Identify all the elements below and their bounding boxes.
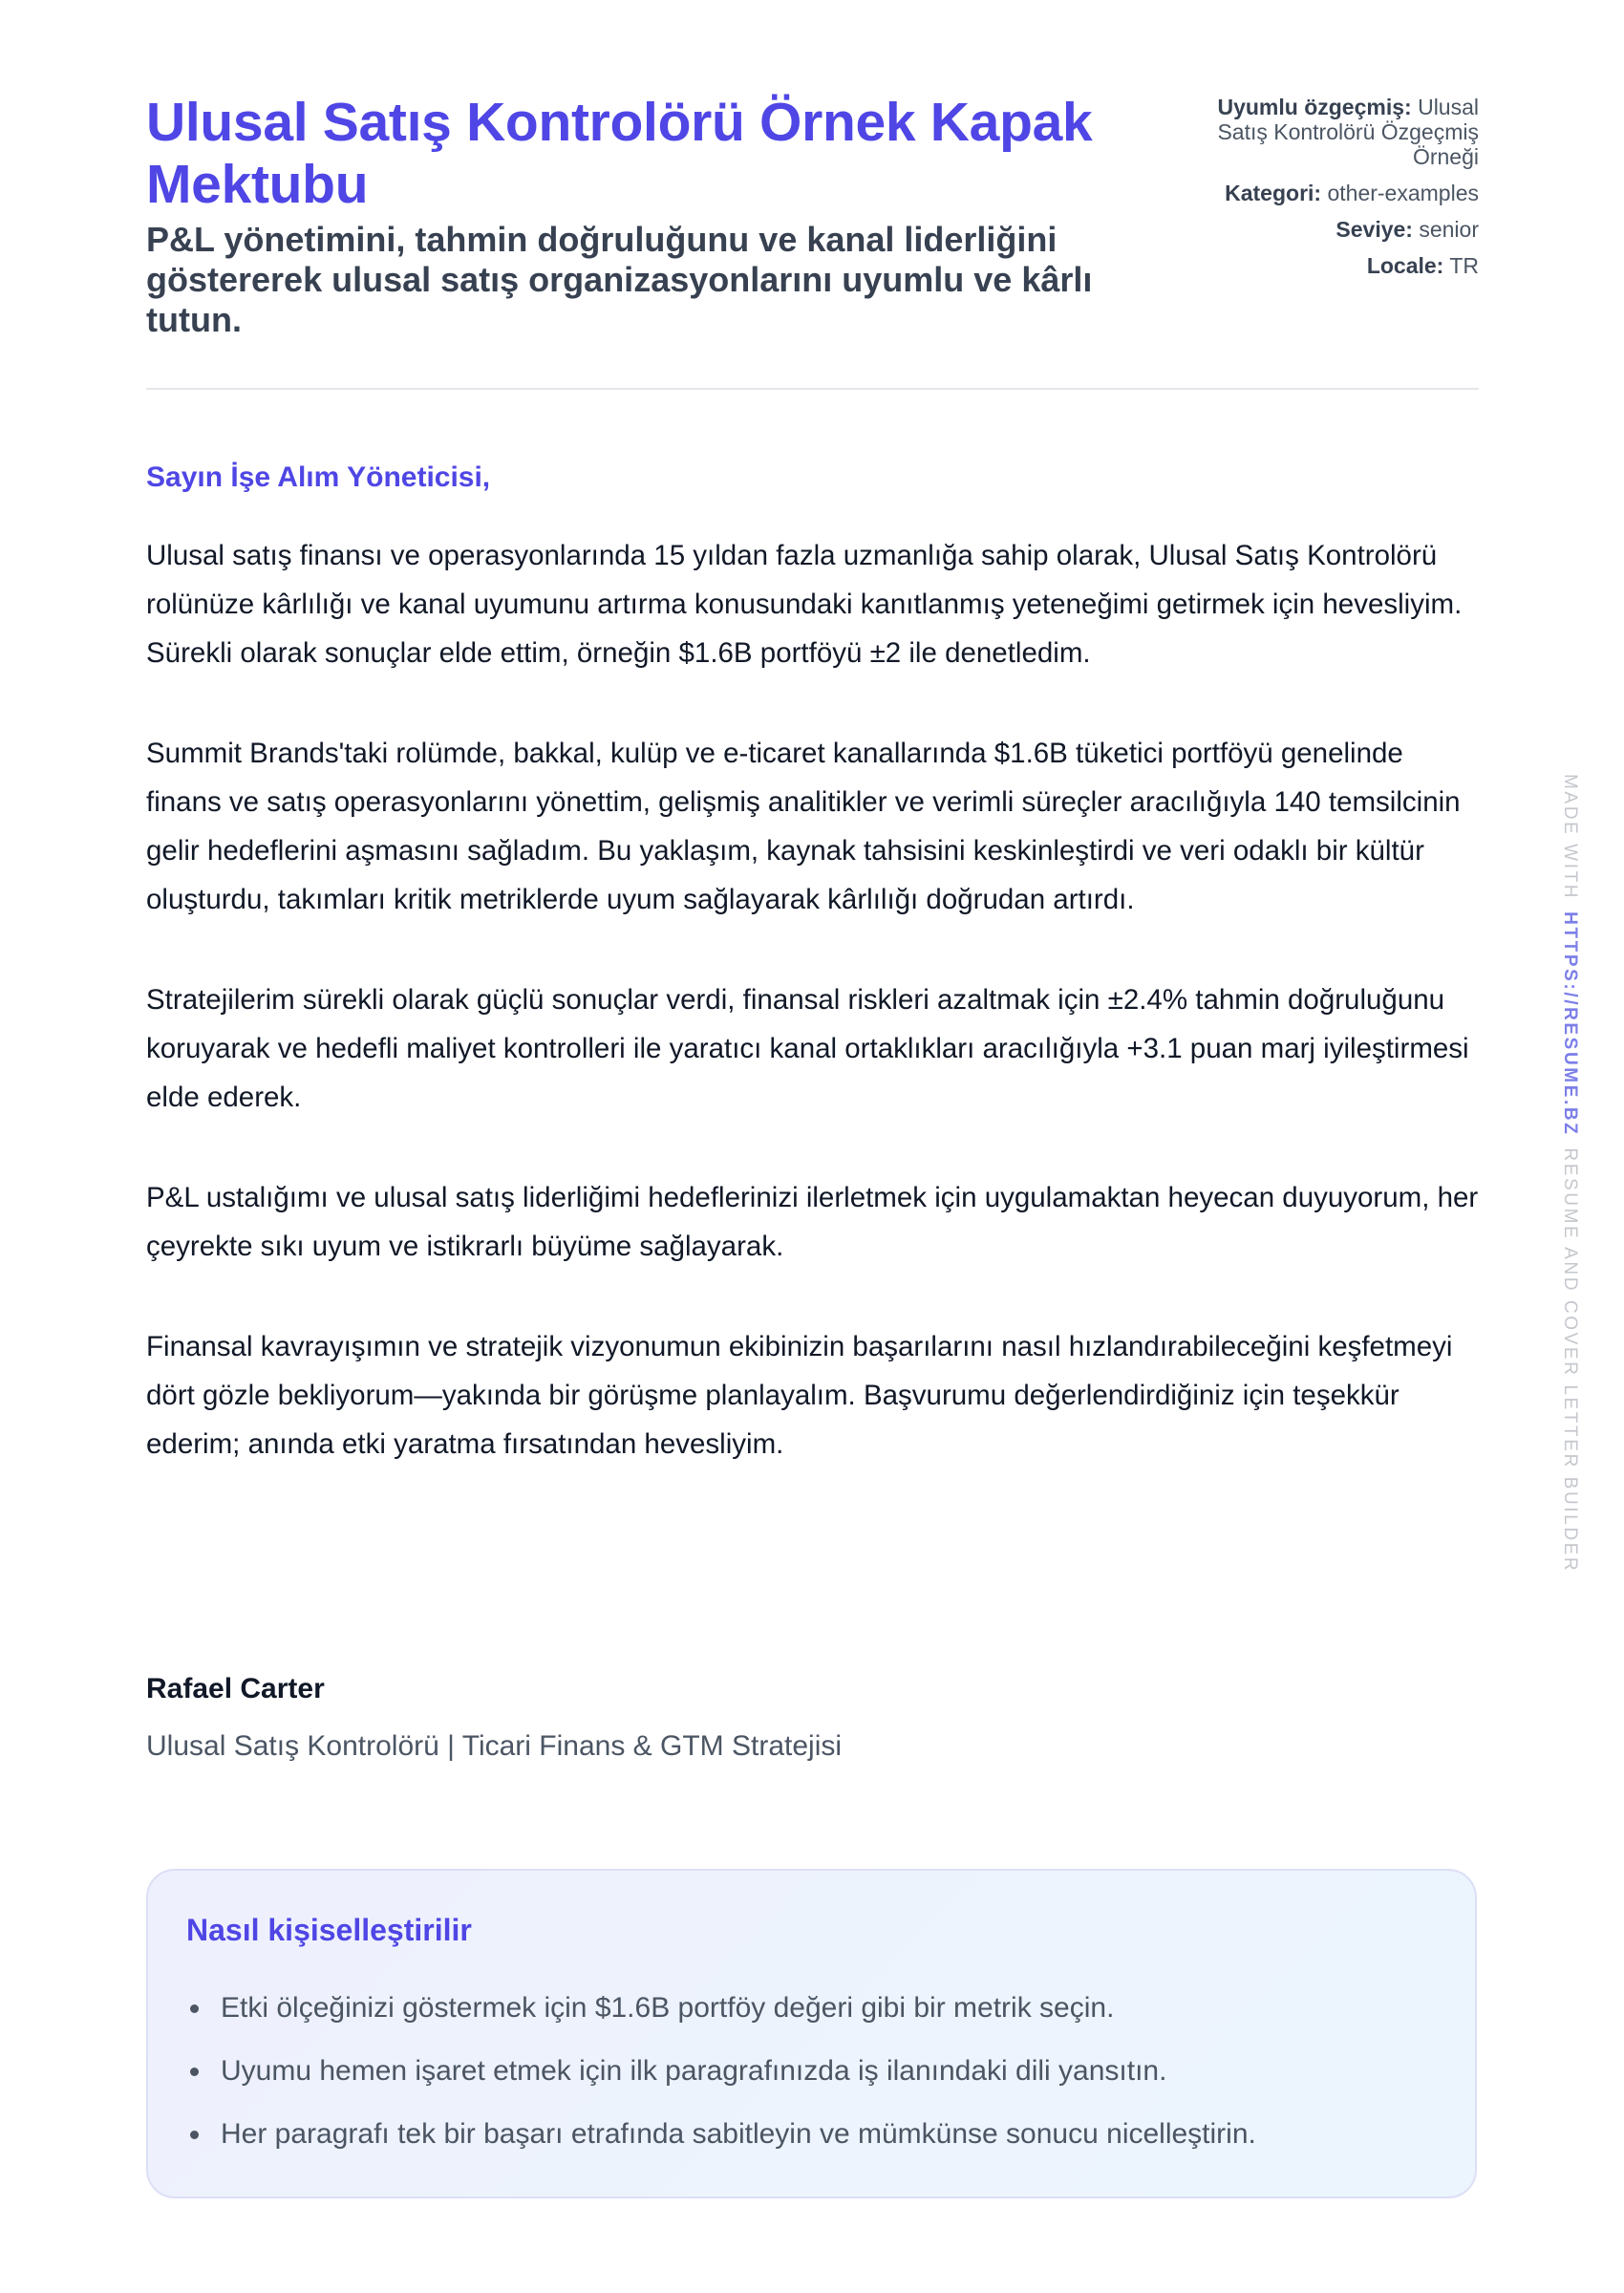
meta-category <box>1173 181 1479 205</box>
watermark-suffix: RESUME AND COVER LETTER BUILDER <box>1560 1147 1580 1574</box>
watermark-prefix: MADE WITH <box>1560 774 1580 901</box>
meta-label: Uyumlu özgeçmiş: <box>1217 95 1412 119</box>
header-divider <box>146 388 1479 390</box>
meta-compatible-resume <box>1173 95 1479 169</box>
bullet-icon <box>190 2068 199 2076</box>
meta-locale <box>1173 253 1479 278</box>
tips-title: Nasıl kişiselleştirilir <box>186 1913 472 1947</box>
personalization-tips-card <box>146 1869 1477 2198</box>
tip-text: Her paragrafı tek bir başarı etrafında sabitleyin ve mümkünse sonucu nicelleştirin. <box>221 2118 1256 2150</box>
header <box>146 0 1479 340</box>
tip-text: Uyumu hemen işaret etmek için ilk paragrafınızda iş ilanındaki dili yansıtın. <box>221 2055 1167 2087</box>
tip-text: Etki ölçeğinizi göstermek için $1.6B portföy değeri gibi bir metrik seçin. <box>221 1992 1115 2024</box>
page-title: Ulusal Satış Kontrolörü Örnek Kapak Mektubu <box>146 92 1093 215</box>
paragraph-results: Stratejilerim sürekli olarak güçlü sonuçlar verdi, finansal riskleri azaltmak için ±2.4% tahmin doğruluğunu koruyarak ve hedefli maliyet kontrolleri ile yaratıcı kanal ortaklıkları aracılığıyla +3.1 puan marj iyileştirmesi elde ederek. <box>146 984 1469 1113</box>
tip-item <box>186 1987 1256 2029</box>
signature-title: Ulusal Satış Kontrolörü | Ticari Finans & GTM Stratejisi <box>146 1730 843 1762</box>
meta-value: other-examples <box>1327 181 1479 205</box>
header-left <box>146 92 1140 340</box>
meta-label: Seviye: <box>1336 217 1413 242</box>
watermark-text <box>1557 774 1582 1573</box>
salutation: Sayın İşe Alım Yöneticisi, <box>146 461 491 493</box>
paragraph-motivation: P&L ustalığımı ve ulusal satış liderliğimi hedeflerinizi ilerletmek için uygulamaktan heyecan duyuyorum, her çeyrekte sıkı uyum ve istikrarlı büyüme sağlayarak. <box>146 1182 1479 1262</box>
watermark-link[interactable]: HTTPS://RESUME.BZ <box>1560 911 1580 1137</box>
tips-list <box>186 1987 1256 2176</box>
meta-value: senior <box>1419 217 1479 242</box>
meta-label: Locale: <box>1366 253 1444 278</box>
paragraph-closing: Finansal kavrayışımın ve stratejik vizyonumun ekibinizin başarılarını nasıl hızlandırabileceğini keşfetmeyi dört gözle bekliyorum—yakında bir görüşme planlayalım. Başvurumu değerlendirdiğiniz için teşekkür ederim; anında etki yaratma fırsatından hevesliyim. <box>146 1331 1453 1460</box>
tip-item <box>186 2113 1256 2155</box>
bullet-icon <box>190 2004 199 2013</box>
signature <box>146 1670 842 1766</box>
meta-level <box>1173 217 1479 242</box>
signature-name: Rafael Carter <box>146 1673 325 1704</box>
bullet-icon <box>190 2131 199 2139</box>
meta-label: Kategori: <box>1225 181 1322 205</box>
cover-letter-page <box>146 0 1479 2150</box>
tip-item <box>186 2050 1256 2092</box>
letter-body <box>146 531 1479 1520</box>
page-subtitle: P&L yönetimini, tahmin doğruluğunu ve kanal liderliğini göstererek ulusal satış organizasyonlarını uyumlu ve kârlı tutun. <box>146 220 1093 339</box>
meta-value: TR <box>1449 253 1479 278</box>
paragraph-intro: Ulusal satış finansı ve operasyonlarında 15 yıldan fazla uzmanlığa sahip olarak, Ulusal Satış Kontrolörü rolünüze kârlılığı ve kanal uyumunu artırma konusundaki kanıtlanmış yeteneğimi getirmek için hevesliyim. Sürekli olarak sonuçlar elde ettim, örneğin $1.6B portföyü ±2 ile denetledim. <box>146 540 1463 669</box>
meta-panel <box>1173 92 1479 340</box>
meta-value: Ulusal Satış Kontrolörü Özgeçmiş Örneği <box>1217 95 1479 169</box>
paragraph-experience: Summit Brands'taki rolümde, bakkal, kulüp ve e-ticaret kanallarında $1.6B tüketici portföyü genelinde finans ve satış operasyonlarını yönettim, gelişmiş analitikler ve verimli süreçler aracılığıyla 140 temsilcinin gelir hedeflerini aşmasını sağladım. Bu yaklaşım, kaynak tahsisini keskinleştirdi ve veri odaklı bir kültür oluşturdu, takımları kritik metriklerde uyum sağlayarak kârlılığı doğrudan artırdı. <box>146 738 1461 915</box>
vertical-watermark <box>1555 774 1584 1574</box>
